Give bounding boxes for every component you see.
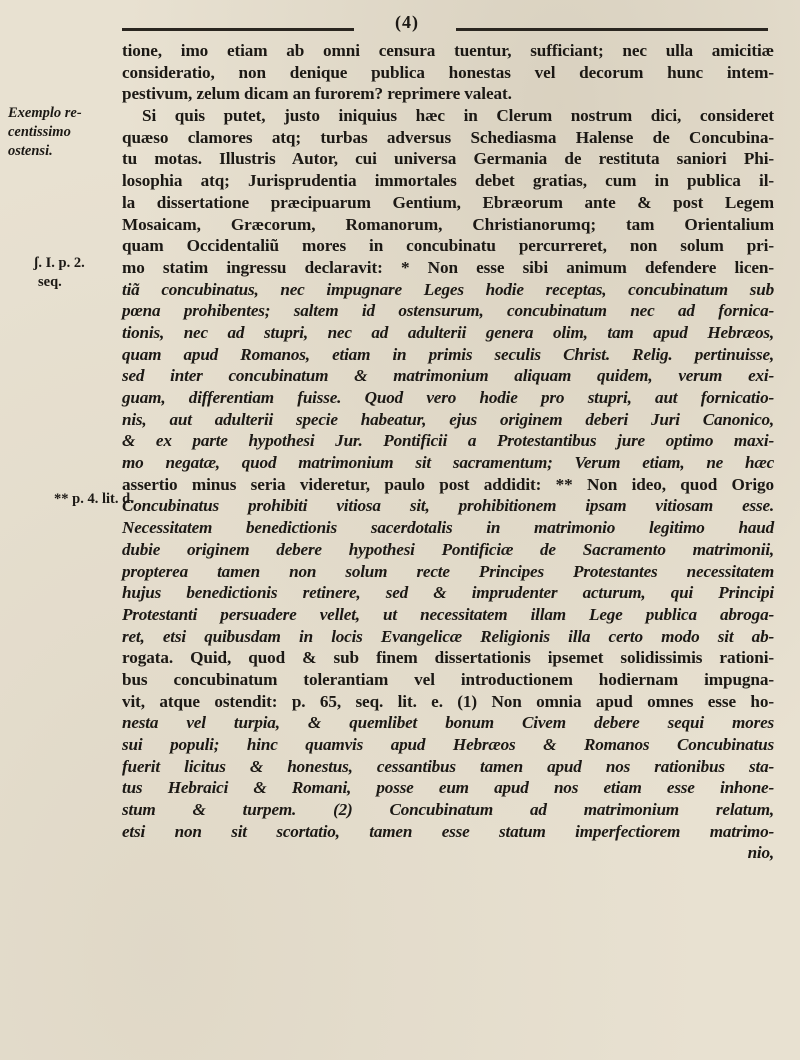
text-line: mo negatæ, quod matrimonium sit sacramentum; Verum etiam, ne hæc bbox=[122, 453, 774, 473]
text-line: Necessitatem benedictionis sacerdotalis in matrimonio legitimo haud bbox=[122, 518, 774, 538]
text-line: assertio minus seria videretur, paulo post addidit: ** Non ideo, quod Origo bbox=[122, 474, 774, 494]
body-text bbox=[122, 40, 774, 864]
margin-note-line: Exemplo re- bbox=[8, 105, 82, 121]
text-line: quæso clamores atq; turbas adversus Schediasma Halense de Concubina- bbox=[122, 127, 774, 147]
margin-note-line: centissimo bbox=[8, 124, 71, 140]
text-line: rogata. Quid, quod & sub finem dissertationis ipsemet solidissimis rationi- bbox=[122, 648, 774, 668]
text-line: tus Hebraici & Romani, posse eum apud nos etiam esse inhone- bbox=[122, 778, 774, 798]
margin-note-line: ʃ. I. p. 2. bbox=[34, 255, 85, 271]
text-line: tu motas. Illustris Autor, cui universa Germania de restituta saniori Phi- bbox=[122, 149, 774, 169]
text-line: nesta vel turpia, & quemlibet bonum Civem debere sequi mores bbox=[122, 713, 774, 733]
text-line: fuerit licitus & honestus, cessantibus tamen apud nos rationibus sta- bbox=[122, 756, 774, 776]
text-line: stum & turpem. (2) Concubinatum ad matrimonium relatum, bbox=[122, 800, 774, 820]
text-line: tionis, nec ad stupri, nec ad adulterii genera olim, tam apud Hebræos, bbox=[122, 322, 774, 342]
margin-note-line: seq. bbox=[38, 274, 62, 290]
text-line: etsi non sit scortatio, tamen esse statum imperfectiorem matrimo- bbox=[122, 821, 774, 841]
margin-note-reference-1 bbox=[34, 254, 85, 292]
text-line: pœna prohibentes; saltem id ostensurum, concubinatum nec ad fornica- bbox=[122, 301, 774, 321]
text-line: mo statim ingressu declaravit: * Non esse sibi animum defendere licen- bbox=[122, 257, 774, 277]
text-line: consideratio, non denique publica honestas vel decorum hunc intem- bbox=[122, 62, 774, 82]
margin-note-exemplo bbox=[8, 104, 82, 161]
margin-note-line: ostensi. bbox=[8, 143, 53, 159]
text-line: sui populi; hinc quamvis apud Hebræos & Romanos Concubinatus bbox=[122, 735, 774, 754]
text-line: Concubinatus prohibiti vitiosa sit, prohibitionem ipsam vitiosam esse. bbox=[122, 496, 774, 516]
text-line: tione, imo etiam ab omni censura tuentur, sufficiant; nec ulla amicitiæ bbox=[122, 41, 774, 60]
text-line: vit, atque ostendit: p. 65, seq. lit. e. (1) Non omnia apud omnes esse ho- bbox=[122, 691, 774, 711]
text-line: quam apud Romanos, etiam in primis seculis Christ. Relig. pertinuisse, bbox=[122, 344, 774, 364]
text-line: nio, bbox=[747, 843, 774, 863]
text-line: hujus benedictionis retinere, sed & imprudenter acturum, qui Principi bbox=[122, 583, 774, 603]
text-line: Si quis putet, justo iniquius hæc in Clerum nostrum dici, consideret bbox=[142, 106, 774, 126]
text-line: dubie originem debere hypothesi Pontificiæ de Sacramento matrimonii, bbox=[122, 539, 774, 559]
margin-note-line: ** p. 4. lit. d. bbox=[54, 491, 134, 507]
text-line: Mosaicam, Græcorum, Romanorum, Christianorumq; tam Orientalium bbox=[122, 214, 774, 234]
text-line: bus concubinatum tolerantiam vel introductionem hodiernam impugna- bbox=[122, 669, 774, 689]
text-line: quam Occidentaliũ mores in concubinatu percurreret, non solum pri- bbox=[122, 236, 774, 256]
text-line: tiã concubinatus, nec impugnare Leges hodie receptas, concubinatum sub bbox=[122, 279, 774, 299]
text-line: ret, etsi quibusdam in locis Evangelicæ Religionis illa certo modo sit ab- bbox=[122, 626, 774, 646]
header-rule-left bbox=[122, 28, 354, 31]
header-rule-right bbox=[456, 28, 768, 31]
text-line: nis, aut adulterii specie habeatur, ejus originem deberi Juri Canonico, bbox=[122, 409, 774, 429]
text-line: guam, differentiam fuisse. Quod vero hodie pro stupri, aut fornicatio- bbox=[122, 388, 774, 407]
text-line: Protestanti persuadere vellet, ut necessitatem illam Lege publica abroga- bbox=[122, 604, 774, 624]
text-line: losophia atq; Jurisprudentia immortales debet gratias, cum in publica il- bbox=[122, 171, 774, 191]
text-line: sed inter concubinatum & matrimonium aliquam quidem, verum exi- bbox=[122, 366, 774, 386]
text-line: propterea tamen non solum recte Principes Protestantes necessitatem bbox=[122, 561, 774, 581]
text-line: la dissertatione præcipuarum Gentium, Ebræorum ante & post Legem bbox=[122, 192, 774, 212]
text-line: pestivum, zelum dicam an furorem? reprimere valeat. bbox=[122, 84, 512, 104]
text-line: & ex parte hypothesi Jur. Pontificii a Protestantibus jure optimo maxi- bbox=[122, 431, 774, 451]
page-number: (4) bbox=[395, 12, 419, 32]
